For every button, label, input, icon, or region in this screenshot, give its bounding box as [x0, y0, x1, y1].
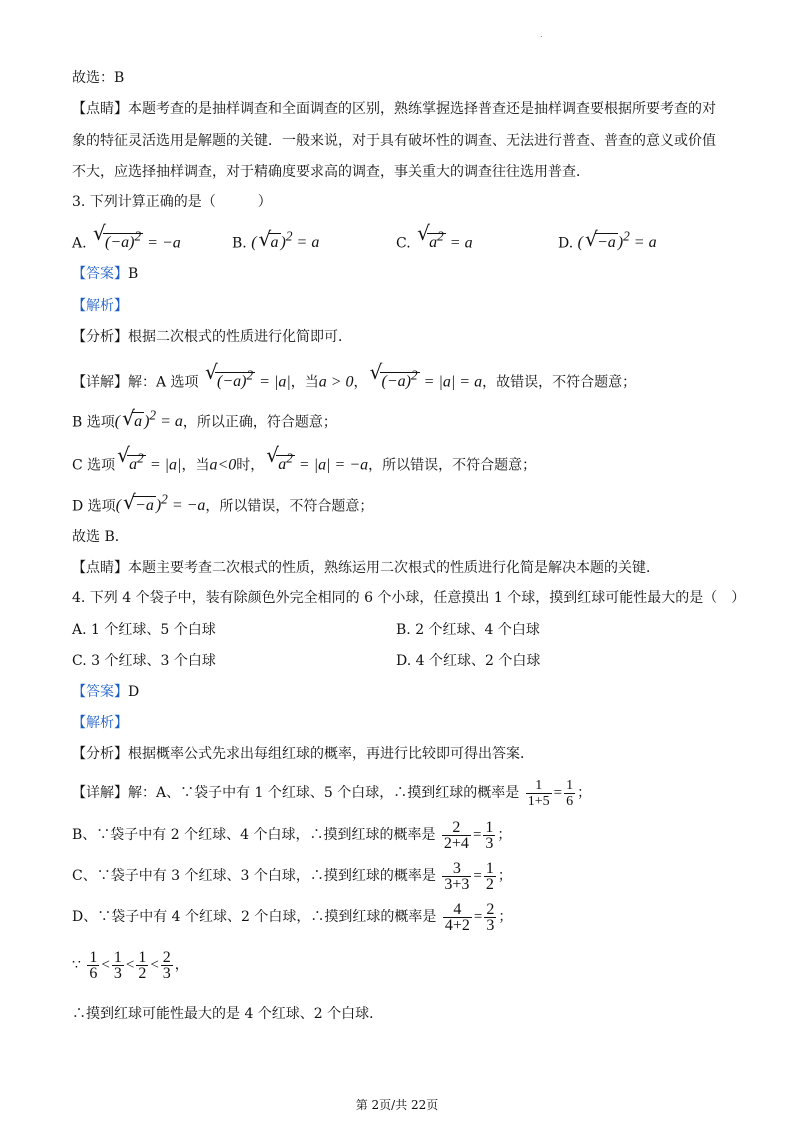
comment-tag: 【点睛】	[72, 101, 128, 117]
q4-answer: 【答案】D	[72, 684, 140, 700]
q3-stem: 3. 下列计算正确的是（ ）	[72, 194, 272, 210]
page-footer: 第 2页/共 22页	[355, 1098, 439, 1112]
sqrt-formula: √ $(-a)^2$	[93, 221, 142, 252]
q2-choice: 故选：B	[72, 70, 125, 86]
corner-mark: .	[540, 30, 543, 39]
q3-comment: 【点睛】本题主要考查二次根式的性质，熟练运用二次根式的性质进行化简是解决本题的关键．	[72, 560, 660, 576]
q3-detail-b: B 选项( √ a )$^2$ = a，所以正确，符合题意；	[72, 406, 337, 431]
q4-detail-b: B、∵袋子中有 2 个红球、4 个白球，∴摸到红球的概率是 $\frac{2}{2+4}$ = $\frac{1}{3}$ ；	[72, 818, 512, 852]
q4-option-c: C. 3 个红球、3 个白球	[72, 653, 216, 669]
q3-detail-c: C 选项 √ $a^2 = |a|$，当a<0时， √ $a^2 = |a| = -a$，所以错误，不符合题意；	[72, 443, 537, 474]
q3-detail-a: 【详解】解：A 选项 √ $(-a)^2 = |a|$，当a > 0， √ $(-a)^2 = |a| = a$，故错误，不符合题意；	[72, 360, 637, 391]
q2-comment-line1: 【点睛】本题考查的是抽样调查和全面调查的区别，熟练掌握选择普查还是抽样调查要根据所要考查的对	[72, 101, 716, 117]
q3-option-a: A. √ $(-a)^2 = -a$	[72, 221, 181, 252]
answer-tag: 【答案】	[72, 684, 128, 700]
q3-answer: 【答案】B	[72, 266, 139, 282]
q4-analysis-tag: 【解析】	[72, 715, 128, 731]
q4-detail-a: 【详解】解：A、∵袋子中有 1 个红球、5 个白球，∴摸到红球的概率是 $\frac{1}{1+5}$ = $\frac{1}{6}$ ；	[72, 777, 592, 809]
q4-option-d: D. 4 个红球、2 个白球	[396, 653, 541, 669]
q4-detail-c: C、∵袋子中有 3 个红球、3 个白球，∴摸到红球的概率是 $\frac{3}{3+3}$ = $\frac{1}{2}$ ；	[72, 859, 512, 893]
q4-detail-d: D、∵袋子中有 4 个红球、2 个白球，∴摸到红球的概率是 $\frac{4}{4+2}$ = $\frac{2}{3}$ ；	[72, 900, 513, 934]
answer-tag: 【答案】	[72, 266, 128, 282]
q3-option-d: D. ( √ −a )$^2$ = a	[558, 227, 657, 252]
q3-analysis-tag: 【解析】	[72, 298, 128, 314]
q3-choice: 故选 B．	[72, 529, 129, 545]
q4-stem: 4. 下列 4 个袋子中，装有除颜色外完全相同的 6 个小球，任意摸出 1 个球，摸到红球可能性最大的是（ ）	[72, 590, 746, 606]
q4-option-a: A. 1 个红球、5 个白球	[72, 622, 216, 638]
q3-option-b: B. ( √ a )$^2$ = a	[232, 227, 320, 252]
q2-comment-line2: 象的特征灵活选用是解题的关键．一般来说，对于具有破坏性的调查、无法进行普查、普查的意义或价值	[72, 133, 716, 149]
q3-fenxi: 【分析】根据二次根式的性质进行化简即可．	[72, 329, 352, 345]
q2-comment-line3: 不大，应选择抽样调查，对于精确度要求高的调查，事关重大的调查往往选用普查．	[72, 164, 590, 180]
q4-option-b: B. 2 个红球、4 个白球	[396, 622, 540, 638]
q4-conclusion: ∴摸到红球可能性最大的是 4 个红球、2 个白球．	[72, 1006, 384, 1022]
q4-compare: ∵ $\frac{1}{6}$ < $\frac{1}{3}$ < $\frac{1}{2}$ < $\frac{2}{3}$ ，	[72, 948, 189, 982]
q3-option-c: C. √ $a^2 = a$	[396, 221, 473, 252]
q3-detail-d: D 选项( √ −a )$^2$ = −a，所以错误，不符合题意；	[72, 490, 374, 515]
q4-fenxi: 【分析】根据概率公式先求出每组红球的概率，再进行比较即可得出答案．	[72, 746, 534, 762]
